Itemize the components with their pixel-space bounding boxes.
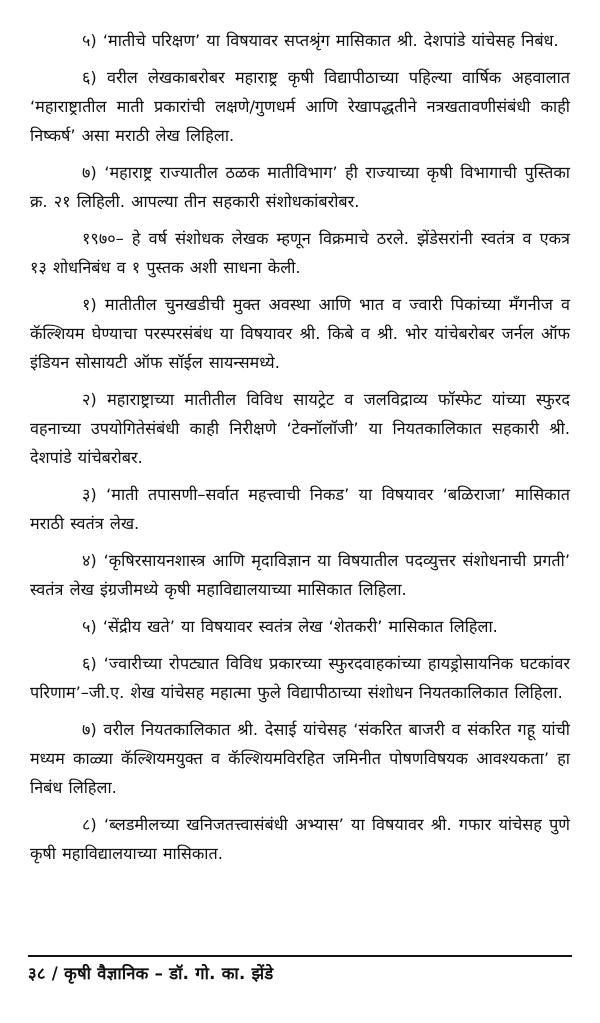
footer-divider	[28, 955, 572, 957]
paragraph-item-4-postgraduate-research: ४) ‘कृषिरसायनशास्त्र आणि मृदाविज्ञान या विषयातील पदव्युत्तर संशोधनाची प्रगती’ स्वतंत्र लेख इंग्रजीमध्ये कृषी महाविद्यालयाच्या मासिकात लिहिला.	[30, 551, 570, 599]
paragraph-item-5-saptashrung: ५) ‘मातीचे परिक्षण’ या विषयावर सप्तश्रृंग मासिकात श्री. देशपांडे यांचेसह निबंध.	[82, 31, 559, 50]
paragraph-item-2-phosphate: २) महाराष्ट्राच्या मातीतील विविध सायट्रेट व जलविद्राव्य फॉस्फेट यांच्या स्फुरद वहनाच्या उपयोगितेसंबंधी काही निरीक्षणे ‘टेक्नॉलॉजी’ या नियतकालिकात सहकारी श्री. देशपांडे यांचेबरोबर.	[30, 390, 570, 467]
paragraph-item-3-soil-testing: ३) ‘माती तपासणी–सर्वात महत्त्वाची निकड’ या विषयावर ‘बळिराजा’ मासिकात मराठी स्वतंत्र लेख.	[30, 485, 570, 533]
page-body	[30, 26, 570, 876]
paragraph-item-8-bloodmeal: ८) ‘ब्लडमीलच्या खनिजतत्त्वासंबंधी अभ्यास’ या विषयावर श्री. गफार यांचेसह पुणे कृषी महाविद्यालयाच्या मासिकात.	[30, 815, 570, 863]
paragraph-item-5-organic-manure: ५) ‘सेंद्रीय खते’ या विषयावर स्वतंत्र लेख ‘शेतकरी’ मासिकात लिहिला.	[82, 617, 498, 636]
paragraph-item-1-calcium-carbonate: १) मातीतील चुनखडीची मुक्त अवस्था आणि भात व ज्वारी पिकांच्या मँगनीज व कॅल्शियम घेण्याचा परस्परसंबंध या विषयावर श्री. किबे व श्री. भोर यांचेबरोबर जर्नल ऑफ इंडियन सोसायटी ऑफ सॉईल सायन्समध्ये.	[30, 295, 570, 372]
paragraph-item-7-hybrid-bajra: ७) वरील नियतकालिकात श्री. देसाई यांचेसह ‘संकरित बाजरी व संकरित गहू यांची मध्यम काळ्या कॅल्शियमयुक्त व कॅल्शियमविरहित जमिनीत पोषणविषयक आवश्यकता’ हा निबंध लिहिला.	[30, 720, 570, 797]
paragraph-item-7-soil-divisions: ७) ‘महाराष्ट्र राज्यातील ठळक मातीविभाग’ ही राज्याच्या कृषी विभागाची पुस्तिका क्र. २१ लिहिली. आपल्या तीन सहकारी संशोधकांबरोबर.	[30, 163, 570, 211]
page-footer: ३८ / कृषी वैज्ञानिक – डॉ. गो. का. झेंडे	[28, 964, 274, 983]
paragraph-item-6-annual-report: ६) वरील लेखकाबरोबर महाराष्ट्र कृषी विद्यापीठाच्या पहिल्या वार्षिक अहवालात ‘महाराष्ट्रातील माती प्रकारांची लक्षणे/गुणधर्म आणि रेखापद्धतीने नत्रखतावणीसंबंधी काही निष्कर्ष’ असा मराठी लेख लिहिला.	[30, 68, 570, 145]
paragraph-item-6-jowar-seedlings: ६) ‘ज्वारीच्या रोपट्यात विविध प्रकारच्या स्फुरदवाहकांच्या हायड्रोसायनिक घटकांवर परिणाम’–जी.ए. शेख यांचेसह महात्मा फुले विद्यापीठाच्या संशोधन नियतकालिकात लिहिला.	[30, 654, 570, 702]
paragraph-year-1970: १९७०– हे वर्ष संशोधक लेखक म्हणून विक्रमाचे ठरले. झेंडेसरांनी स्वतंत्र व एकत्र १३ शोधनिबंध व १ पुस्तक अशी साधना केली.	[30, 229, 570, 277]
